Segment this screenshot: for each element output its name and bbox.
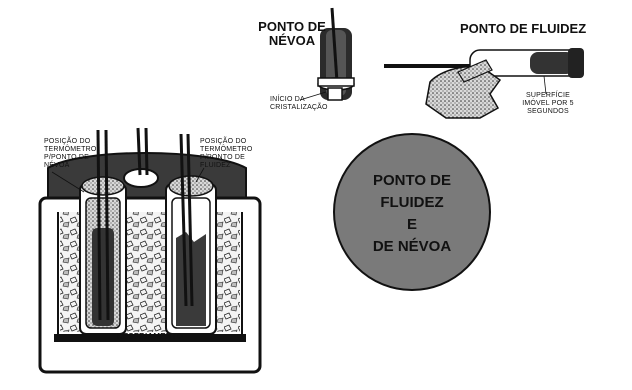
resfriamento-label: RESFRIAMENTO [116, 332, 184, 341]
circle-line-2: FLUIDEZ [380, 194, 444, 211]
circle-title [352, 170, 472, 258]
circle-line-4: DE NÉVOA [372, 238, 452, 255]
posicao-nevoa-label: POSIÇÃO DO TERMÔMETRO P/PONTO DE NÉVOA [44, 138, 97, 169]
superficie-imovel-label: SUPERFÍCIE IMÓVEL POR 5 SEGUNDOS [522, 92, 574, 115]
circle-line-1: PONTO DE [372, 172, 452, 189]
hand-illustration [426, 60, 500, 118]
posicao-fluidez-label: POSIÇÃO DO TERMÔMETRO P/PONTO DE FLUIDEZ [200, 138, 253, 169]
circle-line-3: E [406, 216, 417, 233]
ponto-nevoa-label: PONTO DE NÉVOA [258, 19, 326, 48]
inicio-cristalizacao-label: INÍCIO DA CRISTALIZAÇÃO [270, 96, 328, 111]
ponto-fluidez-label: PONTO DE FLUIDEZ [460, 21, 587, 36]
